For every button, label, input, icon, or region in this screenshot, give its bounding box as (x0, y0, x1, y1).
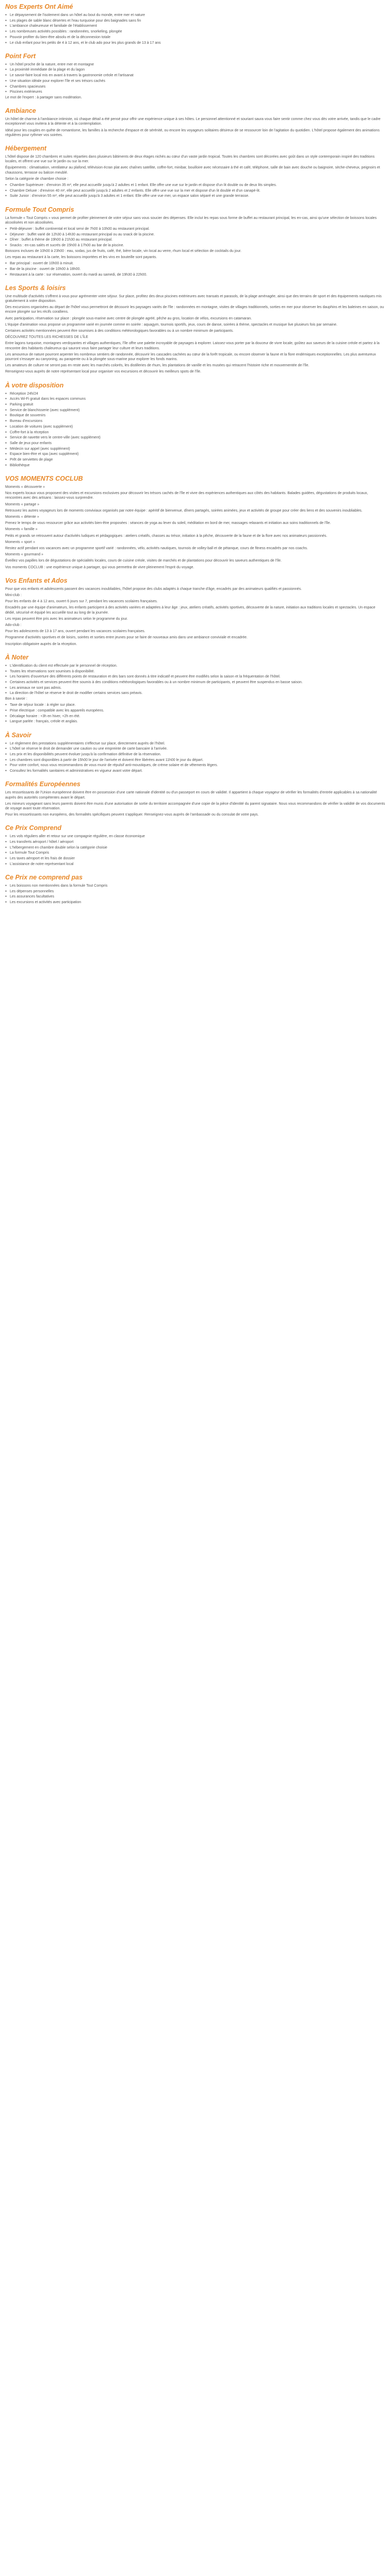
paragraph: Programme d'activités sportives et de loisirs, soirées et sorties entre jeunes pour se faire de nouveaux amis dans une ambiance conviviale et encadrée. (5, 636, 248, 640)
bullet-icon: ● (5, 664, 7, 667)
list-item (5, 669, 386, 674)
list-item (5, 840, 386, 844)
section-5 (5, 284, 386, 375)
list-item-text: Les assurances facultatives (10, 895, 54, 899)
paragraph: Équipements : climatisation, ventilateur au plafond, télévision écran plat avec chaînes satellite, coffre-fort, minibar, bouilloire avec nécessaire à thé et café, téléphone, salle de bain avec douche ou baignoire, sèche-cheveux, peignoirs et chaussons, terrasse ou balcon meublé. (5, 166, 380, 175)
paragraph: Moments « sport » (5, 540, 35, 544)
paragraph: L'hôtel dispose de 120 chambres et suites réparties dans plusieurs bâtiments de deux étages nichés au cœur d'un vaste jardin tropical. Toutes les chambres sont décorées avec goût dans un style contemporain inspiré des traditions locales, et offrent une vue sur le jardin ou sur la mer. (5, 155, 375, 164)
list-item-text: Suite Junior : d'environ 55 m², elle peut accueillir jusqu'à 3 adultes et 1 enfant. Elle offre une vue mer, un espace salon séparé et une grande terrasse. (10, 194, 250, 198)
list-item (5, 402, 386, 407)
paragraph: Pour les enfants de 4 à 12 ans, ouvert 6 jours sur 7, pendant les vacances scolaires françaises. (5, 600, 158, 604)
paragraph: Renseignez-vous auprès de notre représentant local pour organiser vos excursions et découvrir les meilleurs spots de l'île. (5, 370, 201, 374)
bullet-icon: ● (5, 884, 7, 888)
section-9 (5, 654, 386, 724)
list-item-text: Restaurant à la carte : sur réservation, ouvert du mardi au samedi, de 19h30 à 22h00. (10, 273, 148, 277)
list-item (5, 425, 386, 429)
list-item-text: Réception 24h/24 (10, 392, 38, 396)
bullet-icon: ● (5, 90, 7, 94)
bullet-list (5, 62, 386, 95)
bullet-icon: ● (5, 189, 7, 192)
list-item (5, 35, 386, 40)
list-item-text: Le club enfant pour les petits de 4 à 12 ans, et le club ado pour les plus grands de 13 à 17 ans (10, 41, 161, 45)
list-item-text: Les taxes aéroport et les frais de dossier (10, 857, 75, 861)
list-item (5, 194, 386, 198)
bullet-icon: ● (5, 769, 7, 773)
list-item-text: Service de blanchisserie (avec supplément) (10, 408, 80, 412)
list-item (5, 243, 386, 248)
list-item-text: Prêt de serviettes de plage (10, 458, 53, 462)
paragraph: Entre lagons turquoise, montagnes verdoyantes et villages authentiques, l'île offre une palette incroyable de paysages à explorer. Laissez-vous porter par la douceur de vivre locale, goûtez aux saveurs de la cuisine créole et partez à la rencontre des habitants chaleureux qui sauront vous faire partager leur culture et leurs traditions. (5, 342, 380, 350)
section-title: Point Fort (5, 52, 36, 60)
paragraph: L'équipe d'animation vous propose un programme varié en journée comme en soirée : aquagym, tournois sportifs, jeux, cours de danse, soirées à thème, spectacles et musique live plusieurs fois par semaine. (5, 323, 337, 327)
list-item (5, 79, 386, 83)
bullet-icon: ● (5, 392, 7, 395)
list-item (5, 430, 386, 435)
paragraph: DÉCOUVREZ TOUTES LES RICHESSES DE L'ÎLE (5, 335, 88, 340)
bullet-icon: ● (5, 691, 7, 695)
list-item (5, 463, 386, 468)
bullet-list (5, 261, 386, 277)
paragraph: Boissons incluses de 10h00 à 23h00 : eau, sodas, jus de fruits, café, thé, bière locale, vin local au verre, rhum local et sélection de cocktails du jour. (5, 249, 241, 253)
bullet-icon: ● (5, 845, 7, 849)
paragraph: Retrouvez les autres voyageurs lors de moments conviviaux organisés par notre équipe : apéritif de bienvenue, dîners partagés, soirées animées, jeux et activités de groupe pour créer des liens et des souvenirs inoubliables. (5, 509, 363, 513)
list-item (5, 889, 386, 894)
list-item-text: Déjeuner : buffet varié de 12h30 à 14h30 au restaurant principal ou au snack de la piscine. (10, 232, 155, 236)
paragraph: Les repas au restaurant à la carte, les boissons importées et les vins en bouteille sont payants. (5, 256, 157, 259)
list-item (5, 261, 386, 266)
bullet-icon: ● (5, 35, 7, 39)
list-item (5, 413, 386, 418)
list-item (5, 238, 386, 242)
list-item (5, 267, 386, 272)
section-title: À Noter (5, 653, 29, 661)
paragraph: Bon à savoir : (5, 697, 27, 701)
list-item (5, 227, 386, 231)
section-0 (5, 3, 386, 45)
bullet-icon: ● (5, 680, 7, 684)
section-title: Les Sports & loisirs (5, 284, 66, 292)
section-title: À Savoir (5, 731, 31, 739)
list-item-text: Le dépaysement de l'isolement dans un hôtel au bout du monde, entre mer et nature (10, 13, 145, 17)
bullet-icon: ● (5, 436, 7, 439)
list-item (5, 719, 386, 724)
bullet-icon: ● (5, 447, 7, 450)
list-item-text: Les boissons non mentionnées dans la formule Tout Compris (10, 884, 108, 888)
list-item-text: Prise électrique : compatible avec les appareils européens. (10, 709, 104, 713)
paragraph: Pour les adolescents de 13 à 17 ans, ouvert pendant les vacances scolaires françaises. (5, 630, 145, 634)
bullet-icon: ● (5, 267, 7, 270)
list-item-text: Taxe de séjour locale : à régler sur place. (10, 703, 76, 707)
list-item-text: Un hôtel proche de la nature, entre mer et montagne (10, 62, 94, 66)
bullet-icon: ● (5, 30, 7, 33)
list-item-text: Pouvoir profiter du bien-être absolu et de la déconnexion totale (10, 35, 110, 39)
bullet-list (5, 13, 386, 45)
list-item (5, 62, 386, 67)
bullet-icon: ● (5, 764, 7, 767)
paragraph: Moments « famille » (5, 528, 38, 532)
list-item (5, 703, 386, 707)
section-title: Ce Prix ne comprend pas (5, 874, 83, 882)
list-item-text: Les horaires d'ouverture des différents points de restauration et des bars sont donnés à titre indicatif et peuvent être modifiés selon la saison et la fréquentation de l'hôtel. (10, 675, 281, 679)
list-item-text: La direction de l'hôtel se réserve le droit de modifier certains services sans préavis. (10, 691, 143, 696)
list-item (5, 441, 386, 446)
list-item (5, 763, 386, 768)
list-item-text: Espace bien-être et spa (avec supplément) (10, 452, 79, 456)
bullet-list (5, 834, 386, 867)
bullet-list (5, 703, 386, 724)
bullet-icon: ● (5, 62, 7, 66)
paragraph: Moments « découverte » (5, 485, 45, 489)
bullet-icon: ● (5, 458, 7, 462)
bullet-icon: ● (5, 675, 7, 679)
section-title: À votre disposition (5, 381, 64, 389)
list-item-text: Petit-déjeuner : buffet continental et local servi de 7h00 à 10h00 au restaurant principal. (10, 227, 150, 231)
paragraph: Le mot de l'expert : à partager sans modération. (5, 95, 82, 99)
bullet-icon: ● (5, 194, 7, 198)
paragraph: Inscription obligatoire auprès de la réception. (5, 642, 77, 646)
list-item (5, 29, 386, 34)
list-item-text: Bar de la piscine : ouvert de 10h00 à 18h00. (10, 267, 81, 271)
list-item-text: Médecin sur appel (avec supplément) (10, 447, 70, 451)
list-item (5, 24, 386, 28)
list-item (5, 273, 386, 277)
section-10 (5, 732, 386, 774)
list-item-text: Bibliothèque (10, 463, 30, 467)
list-item (5, 714, 386, 719)
list-item (5, 90, 386, 94)
bullet-icon: ● (5, 441, 7, 445)
bullet-icon: ● (5, 13, 7, 16)
list-item-text: L'hébergement en chambre double selon la catégorie choisie (10, 845, 107, 850)
bullet-icon: ● (5, 227, 7, 230)
paragraph: Nos experts locaux vous proposent des visites et excursions exclusives pour découvrir les trésors cachés de l'île et vivre des expériences authentiques aux côtés des habitants. Balades guidées, dégustations de produits locaux, rencontres avec des artisans : laissez-vous surprendre. (5, 492, 368, 500)
list-item (5, 419, 386, 423)
list-item (5, 894, 386, 899)
list-item-text: Le règlement des prestations supplémentaires s'effectue sur place, directement auprès de l'hôtel. (10, 741, 165, 745)
bullet-icon: ● (5, 851, 7, 855)
bullet-list (5, 741, 386, 774)
list-item (5, 900, 386, 905)
bullet-icon: ● (5, 262, 7, 265)
bullet-icon: ● (5, 397, 7, 401)
paragraph: Ado-club : (5, 623, 22, 628)
list-item (5, 457, 386, 462)
bullet-icon: ● (5, 741, 7, 745)
paragraph: Moments « partage » (5, 502, 40, 506)
list-item-text: Langue parlée : français, créole et anglais. (10, 720, 78, 724)
bullet-icon: ● (5, 840, 7, 844)
list-item-text: Pour votre confort, nous vous recommandons de vous munir de répulsif anti-moustiques, de crème solaire et de vêtements légers. (10, 764, 218, 768)
list-item (5, 845, 386, 850)
list-item-text: Coffre-fort à la réception (10, 430, 49, 434)
bullet-icon: ● (5, 408, 7, 412)
bullet-icon: ● (5, 895, 7, 899)
list-item (5, 189, 386, 193)
paragraph: Les amateurs de culture ne seront pas en reste avec les marchés colorés, les distilleries de rhum, les plantations de vanille et les musées qui retracent l'histoire riche et mouvementée de l'île. (5, 364, 309, 368)
list-item-text: L'ambiance chaleureuse et familiale de l'établissement (10, 24, 97, 28)
paragraph: La formule « Tout Compris » vous permet de profiter pleinement de votre séjour sans vous soucier des dépenses. Elle inclut les repas sous forme de buffet au restaurant principal, les en-cas, ainsi qu'une sélection de boissons locales alcoolisées et non alcoolisées. (5, 216, 377, 225)
bullet-icon: ● (5, 414, 7, 417)
list-item (5, 13, 386, 18)
bullet-icon: ● (5, 758, 7, 761)
paragraph: Avec participation, réservation sur place : plongée sous-marine avec centre de plongée agréé, pêche au gros, location de vélos, excursions en catamaran. (5, 316, 252, 320)
bullet-icon: ● (5, 714, 7, 718)
bullet-icon: ● (5, 84, 7, 88)
paragraph: Les ressortissants de l'Union européenne doivent être en possession d'une carte nationale d'identité ou d'un passeport en cours de validité. Il appartient à chaque voyageur de vérifier les formalités d'entrée applicables à sa nationalité auprès des autorités compétentes avant le départ. (5, 791, 377, 800)
list-item (5, 73, 386, 78)
list-item-text: Parking gratuit (10, 403, 34, 407)
page (0, 0, 391, 918)
list-item-text: Snacks : en-cas salés et sucrés de 15h00 à 17h00 au bar de la piscine. (10, 244, 124, 248)
bullet-list (5, 884, 386, 905)
list-item-text: Décalage horaire : +3h en hiver, +2h en été. (10, 714, 80, 718)
section-12 (5, 824, 386, 867)
bullet-icon: ● (5, 857, 7, 860)
bullet-icon: ● (5, 238, 7, 242)
list-item-text: Les dépenses personnelles (10, 889, 54, 893)
paragraph: Les repas peuvent être pris avec les animateurs selon le programme du jour. (5, 617, 128, 621)
section-title: Formalités Européennes (5, 781, 80, 788)
bullet-icon: ● (5, 901, 7, 904)
bullet-list (5, 227, 386, 248)
bullet-icon: ● (5, 889, 7, 893)
section-6 (5, 382, 386, 468)
list-item (5, 752, 386, 757)
bullet-icon: ● (5, 425, 7, 428)
section-title: Ce Prix Comprend (5, 824, 62, 832)
list-item (5, 691, 386, 696)
bullet-icon: ● (5, 419, 7, 423)
list-item-text: Les animaux ne sont pas admis. (10, 686, 62, 690)
bullet-icon: ● (5, 720, 7, 723)
section-1 (5, 53, 386, 100)
list-item-text: L'identification du client est effectuée par le personnel de réception. (10, 664, 118, 668)
list-item (5, 67, 386, 72)
section-3 (5, 145, 386, 199)
list-item-text: Boutique de souvenirs (10, 414, 46, 418)
paragraph: Moments « détente » (5, 515, 39, 519)
list-item (5, 408, 386, 413)
bullet-icon: ● (5, 79, 7, 82)
section-title: Formule Tout Compris (5, 206, 74, 213)
list-item (5, 686, 386, 690)
bullet-icon: ● (5, 703, 7, 707)
bullet-icon: ● (5, 183, 7, 187)
paragraph: Selon la catégorie de chambre choisie : (5, 177, 69, 181)
list-item-text: Certaines activités et services peuvent être soumis à des conditions météorologiques favorables ou à un nombre minimum de participants, et peuvent être suspendus en basse saison. (10, 680, 303, 684)
bullet-icon: ● (5, 862, 7, 866)
paragraph: Mini-club : (5, 594, 22, 598)
list-item (5, 747, 386, 751)
bullet-list (5, 183, 386, 199)
list-item (5, 884, 386, 888)
list-item-text: Bureau d'excursions (10, 419, 43, 423)
section-title: Vos Enfants et Ados (5, 577, 68, 584)
paragraph: Certaines activités mentionnées peuvent être soumises à des conditions météorologiques favorables ou à un nombre minimum de participants. (5, 329, 234, 333)
bullet-icon: ● (5, 68, 7, 72)
paragraph: Restez actif pendant vos vacances avec un programme sportif varié : randonnées, vélo, activités nautiques, tournois de volley-ball et de pétanque, cours de fitness encadrés par nos coachs. (5, 547, 308, 551)
paragraph: Les mineurs voyageant sans leurs parents doivent être munis d'une autorisation de sortie du territoire accompagnée d'une copie de la pièce d'identité du parent signataire. Nous vous recommandons de vérifier la validité de vos documents de voyage avant toute réservation. (5, 802, 385, 810)
list-item-text: La proximité immédiate de la plage et du lagon (10, 68, 85, 72)
list-item (5, 851, 386, 855)
list-item (5, 84, 386, 89)
list-item-text: Les plages de sable blanc désertes et l'eau turquoise pour des baignades sans fin (10, 19, 141, 23)
list-item (5, 447, 386, 451)
list-item-text: Chambre Supérieure : d'environ 35 m², elle peut accueillir jusqu'à 2 adultes et 1 enfant. Elle offre une vue sur le jardin et dispose d'un lit double ou de deux lits simples. (10, 183, 277, 187)
paragraph: Éveillez vos papilles lors de dégustations de spécialités locales, cours de cuisine créole, visites de marchés et de plantations pour découvrir les saveurs authentiques de l'île. (5, 559, 282, 563)
list-item (5, 183, 386, 188)
paragraph: Encadrés par une équipe d'animateurs, les enfants participent à des activités variées et adaptées à leur âge : jeux, ateliers créatifs, activités sportives, découverte de la nature, initiation aux traditions locales et spectacles. Un espace dédié, sécurisé et équipé les accueille tout au long de la journée. (5, 606, 376, 615)
bullet-list (5, 392, 386, 468)
bullet-icon: ● (5, 74, 7, 77)
list-item-text: Salle de jeux pour enfants (10, 441, 52, 445)
list-item-text: L'hôtel se réserve le droit de demander une caution ou une empreinte de carte bancaire à l'arrivée. (10, 747, 168, 751)
bullet-list (5, 664, 386, 696)
bullet-icon: ● (5, 19, 7, 22)
paragraph: Idéal pour les couples en quête de romantisme, les familles à la recherche d'espace et de sérénité, ou encore les voyageurs solitaires désireux de se ressourcer loin de l'agitation du quotidien. L'hôtel propose également des animations régulières pour rythmer vos soirées. (5, 128, 380, 137)
section-title: Ambiance (5, 107, 36, 115)
bullet-icon: ● (5, 452, 7, 456)
paragraph: Prenez le temps de vous ressourcer grâce aux activités bien-être proposées : séances de yoga au lever du soleil, méditation en bord de mer, massages relaxants et initiation aux soins traditionnels de l'île. (5, 521, 331, 526)
section-11 (5, 781, 386, 817)
list-item-text: Le savoir-faire local mis en avant à travers la gastronomie créole et l'artisanat (10, 74, 134, 78)
list-item (5, 856, 386, 861)
list-item-text: La formule Tout Compris (10, 851, 50, 855)
list-item (5, 758, 386, 762)
list-item (5, 664, 386, 668)
bullet-icon: ● (5, 273, 7, 276)
bullet-icon: ● (5, 709, 7, 712)
bullet-icon: ● (5, 244, 7, 247)
paragraph: Petits et grands se retrouvent autour d'activités ludiques et pédagogiques : ateliers créatifs, chasses au trésor, initiation à la pêche, découverte de la faune et de la flore avec nos animateurs passionnés. (5, 534, 328, 538)
list-item (5, 19, 386, 23)
list-item (5, 435, 386, 440)
bullet-icon: ● (5, 41, 7, 44)
list-item-text: Chambres spacieuses (10, 84, 46, 89)
paragraph: Moments « gourmand » (5, 553, 43, 557)
section-8 (5, 577, 386, 647)
list-item-text: Les transferts aéroport / hôtel / aéroport (10, 840, 74, 844)
section-7 (5, 475, 386, 570)
paragraph: Des excursions organisées au départ de l'hôtel vous permettront de découvrir les paysages variés de l'île : randonnées en montagne, visites de villages traditionnels, sorties en mer pour observer les dauphins et les baleines en saison, ou encore plongée sur les récifs coralliens. (5, 306, 384, 314)
list-item-text: Les nombreuses activités possibles : randonnées, snorkeling, plongée (10, 30, 122, 34)
list-item-text: Les excursions et activités avec participation (10, 901, 82, 905)
section-title: VOS MOMENTS COCLUB (5, 475, 83, 482)
list-item (5, 741, 386, 746)
paragraph: Un hôtel de charme à l'ambiance intimiste, où chaque détail a été pensé pour offrir une expérience unique à ses hôtes. Le personnel attentionné et souriant saura vous faire sentir comme chez vous dès votre arrivée, tandis que le cadre exceptionnel vous invitera à la détente et à la contemplation. (5, 117, 381, 126)
list-item (5, 452, 386, 456)
list-item (5, 392, 386, 396)
section-13 (5, 874, 386, 905)
bullet-icon: ● (5, 669, 7, 673)
list-item-text: Piscines extérieures (10, 90, 42, 94)
list-item-text: Dîner : buffet à thème de 19h00 à 21h30 au restaurant principal. (10, 238, 113, 242)
bullet-icon: ● (5, 232, 7, 236)
paragraph: Vos moments COCLUB : une expérience unique à partager, qui vous permettra de vivre pleinement l'esprit du voyage. (5, 565, 194, 569)
bullet-icon: ● (5, 835, 7, 838)
list-item (5, 680, 386, 685)
list-item (5, 708, 386, 713)
list-item (5, 769, 386, 773)
bullet-icon: ● (5, 403, 7, 406)
list-item (5, 397, 386, 401)
list-item-text: Chambre Deluxe : d'environ 40 m², elle peut accueillir jusqu'à 2 adultes et 2 enfants. Elle offre une vue sur la mer et dispose d'un lit double et d'un canapé-lit. (10, 189, 260, 193)
section-2 (5, 107, 386, 138)
paragraph: Pour les ressortissants non européens, des formalités spécifiques peuvent s'appliquer. Renseignez-vous auprès de l'ambassade ou du consulat de votre pays. (5, 813, 259, 817)
bullet-icon: ● (5, 430, 7, 434)
paragraph: Pour que vos enfants et adolescents passent des vacances inoubliables, l'hôtel propose des clubs adaptés à chaque tranche d'âge, encadrés par des animateurs qualifiés et passionnés. (5, 587, 302, 591)
list-item (5, 232, 386, 237)
bullet-icon: ● (5, 753, 7, 756)
list-item-text: Consultez les formalités sanitaires et administratives en vigueur avant votre départ. (10, 769, 143, 773)
section-title: Nos Experts Ont Aimé (5, 3, 73, 10)
section-4 (5, 206, 386, 277)
bullet-icon: ● (5, 24, 7, 28)
list-item (5, 41, 386, 45)
list-item-text: Toutes les réservations sont soumises à disponibilité. (10, 669, 95, 673)
list-item-text: L'assistance de notre représentant local (10, 862, 74, 866)
list-item (5, 862, 386, 867)
list-item (5, 674, 386, 679)
list-item-text: Une situation idéale pour explorer l'île et ses trésors cachés (10, 79, 105, 83)
bullet-icon: ● (5, 747, 7, 751)
paragraph: Les amoureux de nature pourront arpenter les nombreux sentiers de randonnée, découvrir les cascades cachées au cœur de la forêt tropicale, ou encore observer la faune et la flore endémiques exceptionnelles. Les plus aventureux pourront s'essayer au canyoning, au parapente ou à la plongée sous-marine pour explorer les fonds marins. (5, 352, 376, 362)
section-title: Hébergement (5, 144, 46, 152)
list-item-text: Service de navette vers le centre-ville (avec supplément) (10, 436, 101, 440)
list-item-text: Les chambres sont disponibles à partir de 15h00 le jour de l'arrivée et doivent être libérées avant 11h00 le jour du départ. (10, 758, 204, 762)
paragraph: Une multitude d'activités s'offrent à vous pour agrémenter votre séjour. Sur place, profitez des deux piscines extérieures avec transats et parasols, de la plage aménagée, ainsi que des terrains de sport et des équipements nautiques mis gratuitement à votre disposition. (5, 294, 382, 303)
list-item-text: Accès Wi-Fi gratuit dans les espaces communs (10, 397, 86, 401)
list-item-text: Les prix et les disponibilités peuvent évoluer jusqu'à la confirmation définitive de la réservation. (10, 753, 161, 757)
list-item-text: Bar principal : ouvert de 10h00 à minuit. (10, 262, 74, 266)
list-item-text: Location de voitures (avec supplément) (10, 425, 73, 429)
list-item-text: Les vols réguliers aller et retour sur une compagnie régulière, en classe économique (10, 835, 145, 839)
bullet-icon: ● (5, 686, 7, 689)
list-item (5, 834, 386, 839)
bullet-icon: ● (5, 463, 7, 467)
